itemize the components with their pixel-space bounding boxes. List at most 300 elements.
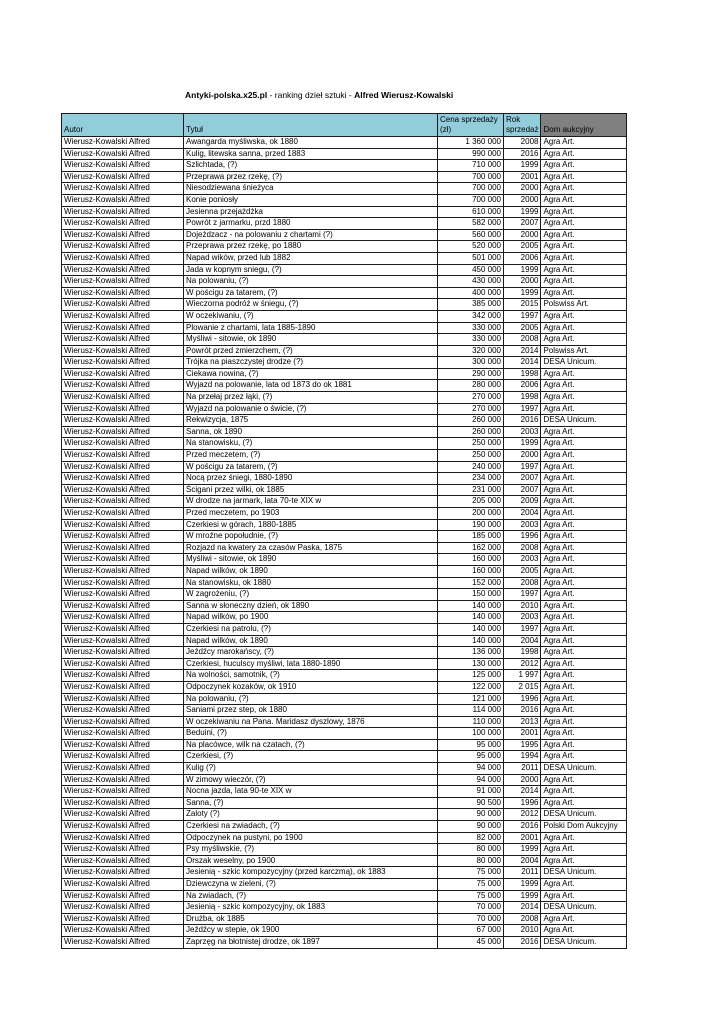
cell-tytul: W zagrożeniu, (?) (184, 589, 438, 601)
cell-autor: Wierusz-Kowalski Alfred (62, 542, 184, 554)
cell-dom: Agra Art. (541, 438, 627, 450)
cell-autor: Wierusz-Kowalski Alfred (62, 473, 184, 485)
cell-dom: Agra Art. (541, 160, 627, 172)
cell-tytul: Sanna, ok 1890 (184, 426, 438, 438)
cell-dom: Agra Art. (541, 925, 627, 937)
table-row (62, 264, 627, 276)
table-row (62, 913, 627, 925)
header-dom: Dom aukcyjny (541, 114, 627, 137)
cell-cena: 110 000 (438, 716, 504, 728)
cell-dom: Agra Art. (541, 426, 627, 438)
cell-rok: 2008 (504, 137, 541, 149)
cell-autor: Wierusz-Kowalski Alfred (62, 438, 184, 450)
cell-cena: 90 000 (438, 809, 504, 821)
table-row (62, 693, 627, 705)
cell-dom: Agra Art. (541, 264, 627, 276)
cell-dom: DESA Unicum. (541, 936, 627, 948)
header-cena: Cena sprzedaży (zł) (438, 114, 504, 137)
cell-cena: 430 000 (438, 276, 504, 288)
table-row (62, 415, 627, 427)
cell-rok: 2014 (504, 786, 541, 798)
cell-dom: Agra Art. (541, 194, 627, 206)
cell-cena: 122 000 (438, 681, 504, 693)
table-body (62, 137, 627, 949)
cell-dom: Agra Art. (541, 635, 627, 647)
cell-rok: 1997 (504, 623, 541, 635)
cell-tytul: Awangarda myśliwska, ok 1880 (184, 137, 438, 149)
table-row (62, 658, 627, 670)
cell-autor: Wierusz-Kowalski Alfred (62, 925, 184, 937)
cell-autor: Wierusz-Kowalski Alfred (62, 194, 184, 206)
cell-dom: Agra Art. (541, 322, 627, 334)
cell-rok: 1997 (504, 461, 541, 473)
cell-tytul: Jesienią - szkic kompozycyjny, ok 1883 (184, 902, 438, 914)
cell-tytul: Sanna w słoneczny dzień, ok 1890 (184, 600, 438, 612)
table-row (62, 925, 627, 937)
table-row (62, 183, 627, 195)
cell-autor: Wierusz-Kowalski Alfred (62, 380, 184, 392)
cell-autor: Wierusz-Kowalski Alfred (62, 600, 184, 612)
cell-autor: Wierusz-Kowalski Alfred (62, 670, 184, 682)
cell-dom: DESA Unicum. (541, 902, 627, 914)
header-row (62, 114, 627, 137)
table-row (62, 403, 627, 415)
cell-autor: Wierusz-Kowalski Alfred (62, 728, 184, 740)
cell-tytul: Myśliwi - sitowie, ok 1890 (184, 334, 438, 346)
cell-cena: 150 000 (438, 589, 504, 601)
table-row (62, 670, 627, 682)
table-row (62, 635, 627, 647)
cell-autor: Wierusz-Kowalski Alfred (62, 450, 184, 462)
cell-autor: Wierusz-Kowalski Alfred (62, 252, 184, 264)
cell-rok: 1998 (504, 368, 541, 380)
cell-autor: Wierusz-Kowalski Alfred (62, 577, 184, 589)
table-row (62, 496, 627, 508)
cell-autor: Wierusz-Kowalski Alfred (62, 774, 184, 786)
cell-autor: Wierusz-Kowalski Alfred (62, 693, 184, 705)
cell-autor: Wierusz-Kowalski Alfred (62, 345, 184, 357)
cell-cena: 450 000 (438, 264, 504, 276)
cell-cena: 385 000 (438, 299, 504, 311)
cell-dom: Agra Art. (541, 855, 627, 867)
cell-rok: 2016 (504, 148, 541, 160)
cell-tytul: Nocą przez śniegi, 1880-1890 (184, 473, 438, 485)
table-row (62, 218, 627, 230)
cell-autor: Wierusz-Kowalski Alfred (62, 902, 184, 914)
cell-dom: Agra Art. (541, 693, 627, 705)
cell-tytul: W oczekiwaniu na Pana. Maridasz dyszlowy, 1876 (184, 716, 438, 728)
cell-autor: Wierusz-Kowalski Alfred (62, 484, 184, 496)
cell-dom: DESA Unicum. (541, 809, 627, 821)
cell-tytul: Zaloty (?) (184, 809, 438, 821)
cell-autor: Wierusz-Kowalski Alfred (62, 554, 184, 566)
cell-dom: Agra Art. (541, 508, 627, 520)
cell-rok: 2003 (504, 519, 541, 531)
cell-autor: Wierusz-Kowalski Alfred (62, 403, 184, 415)
cell-rok: 2003 (504, 426, 541, 438)
cell-dom: Agra Art. (541, 137, 627, 149)
cell-autor: Wierusz-Kowalski Alfred (62, 786, 184, 798)
cell-cena: 140 000 (438, 635, 504, 647)
cell-tytul: Sanna, (?) (184, 797, 438, 809)
cell-tytul: Na zwiadach, (?) (184, 890, 438, 902)
cell-rok: 2013 (504, 716, 541, 728)
cell-cena: 160 000 (438, 554, 504, 566)
cell-cena: 700 000 (438, 183, 504, 195)
cell-cena: 75 000 (438, 890, 504, 902)
cell-dom: Agra Art. (541, 148, 627, 160)
cell-cena: 152 000 (438, 577, 504, 589)
cell-autor: Wierusz-Kowalski Alfred (62, 821, 184, 833)
cell-rok: 1998 (504, 647, 541, 659)
table-row (62, 844, 627, 856)
table-row (62, 241, 627, 253)
cell-rok: 2016 (504, 415, 541, 427)
cell-tytul: Czerkiesi w górach, 1880-1885 (184, 519, 438, 531)
cell-autor: Wierusz-Kowalski Alfred (62, 461, 184, 473)
table-row (62, 287, 627, 299)
cell-rok: 2000 (504, 450, 541, 462)
table-row (62, 229, 627, 241)
cell-rok: 2006 (504, 252, 541, 264)
cell-autor: Wierusz-Kowalski Alfred (62, 496, 184, 508)
cell-autor: Wierusz-Kowalski Alfred (62, 589, 184, 601)
cell-dom: DESA Unicum. (541, 357, 627, 369)
cell-dom: Agra Art. (541, 310, 627, 322)
cell-dom: Polswiss Art. (541, 299, 627, 311)
cell-rok: 2010 (504, 925, 541, 937)
cell-cena: 240 000 (438, 461, 504, 473)
table-row (62, 879, 627, 891)
cell-cena: 520 000 (438, 241, 504, 253)
cell-tytul: Dziewczyna w zieleni, (?) (184, 879, 438, 891)
table-row (62, 194, 627, 206)
cell-rok: 1999 (504, 879, 541, 891)
table-row (62, 936, 627, 948)
cell-cena: 610 000 (438, 206, 504, 218)
cell-autor: Wierusz-Kowalski Alfred (62, 334, 184, 346)
cell-rok: 1997 (504, 589, 541, 601)
cell-cena: 260 000 (438, 426, 504, 438)
cell-rok: 2003 (504, 554, 541, 566)
cell-dom: DESA Unicum. (541, 415, 627, 427)
cell-cena: 90 000 (438, 821, 504, 833)
cell-autor: Wierusz-Kowalski Alfred (62, 160, 184, 172)
cell-cena: 114 000 (438, 705, 504, 717)
cell-cena: 80 000 (438, 855, 504, 867)
cell-rok: 2001 (504, 171, 541, 183)
cell-tytul: Czerkiesi, huculscy myśliwi, lata 1880-1890 (184, 658, 438, 670)
cell-dom: Agra Art. (541, 403, 627, 415)
cell-cena: 280 000 (438, 380, 504, 392)
cell-rok: 2000 (504, 774, 541, 786)
cell-cena: 300 000 (438, 357, 504, 369)
cell-dom: Agra Art. (541, 600, 627, 612)
cell-cena: 75 000 (438, 879, 504, 891)
cell-dom: Agra Art. (541, 392, 627, 404)
table-row (62, 322, 627, 334)
cell-autor: Wierusz-Kowalski Alfred (62, 148, 184, 160)
cell-tytul: Wyjazd na polowanie, lata od 1873 do ok 1881 (184, 380, 438, 392)
cell-dom: Agra Art. (541, 241, 627, 253)
cell-rok: 2005 (504, 322, 541, 334)
header-autor: Autor (62, 114, 184, 137)
cell-tytul: Na placówce, wilk na czatach, (?) (184, 739, 438, 751)
cell-rok: 2005 (504, 241, 541, 253)
table-row (62, 206, 627, 218)
table-row (62, 171, 627, 183)
cell-rok: 2011 (504, 867, 541, 879)
cell-autor: Wierusz-Kowalski Alfred (62, 844, 184, 856)
cell-autor: Wierusz-Kowalski Alfred (62, 855, 184, 867)
cell-rok: 1997 (504, 403, 541, 415)
cell-tytul: Trójka na piaszczystej drodze (?) (184, 357, 438, 369)
cell-tytul: Myśliwi - sitowie, ok 1890 (184, 554, 438, 566)
table-row (62, 832, 627, 844)
artist-name: Alfred Wierusz-Kowalski (354, 90, 454, 100)
cell-rok: 1999 (504, 206, 541, 218)
cell-dom: Agra Art. (541, 171, 627, 183)
cell-rok: 1998 (504, 392, 541, 404)
cell-rok: 1999 (504, 844, 541, 856)
cell-tytul: Przed meczetem, (?) (184, 450, 438, 462)
cell-tytul: Orszak weselny, po 1900 (184, 855, 438, 867)
cell-rok: 2006 (504, 380, 541, 392)
table-row (62, 461, 627, 473)
cell-cena: 94 000 (438, 774, 504, 786)
cell-autor: Wierusz-Kowalski Alfred (62, 832, 184, 844)
cell-dom: Agra Art. (541, 496, 627, 508)
cell-cena: 250 000 (438, 450, 504, 462)
cell-cena: 330 000 (438, 322, 504, 334)
cell-autor: Wierusz-Kowalski Alfred (62, 867, 184, 879)
cell-dom: Agra Art. (541, 380, 627, 392)
cell-autor: Wierusz-Kowalski Alfred (62, 623, 184, 635)
cell-dom: Agra Art. (541, 716, 627, 728)
cell-autor: Wierusz-Kowalski Alfred (62, 368, 184, 380)
cell-rok: 2000 (504, 183, 541, 195)
cell-dom: Agra Art. (541, 890, 627, 902)
cell-cena: 130 000 (438, 658, 504, 670)
cell-dom: Agra Art. (541, 531, 627, 543)
cell-tytul: Rozjazd na kwatery za czasów Paska, 1875 (184, 542, 438, 554)
table-row (62, 786, 627, 798)
cell-cena: 136 000 (438, 647, 504, 659)
cell-tytul: Na polowaniu, (?) (184, 693, 438, 705)
table-row (62, 484, 627, 496)
cell-cena: 400 000 (438, 287, 504, 299)
cell-rok: 2001 (504, 728, 541, 740)
table-row (62, 531, 627, 543)
cell-autor: Wierusz-Kowalski Alfred (62, 705, 184, 717)
cell-rok: 1996 (504, 531, 541, 543)
cell-rok: 2005 (504, 565, 541, 577)
cell-autor: Wierusz-Kowalski Alfred (62, 229, 184, 241)
cell-rok: 2016 (504, 705, 541, 717)
cell-dom: Agra Art. (541, 774, 627, 786)
cell-rok: 2012 (504, 658, 541, 670)
cell-rok: 2008 (504, 542, 541, 554)
cell-cena: 70 000 (438, 902, 504, 914)
cell-dom: Agra Art. (541, 218, 627, 230)
cell-autor: Wierusz-Kowalski Alfred (62, 299, 184, 311)
cell-rok: 2009 (504, 496, 541, 508)
cell-cena: 330 000 (438, 334, 504, 346)
cell-rok: 2 015 (504, 681, 541, 693)
table-row (62, 508, 627, 520)
header-tytul: Tytuł (184, 114, 438, 137)
table-row (62, 542, 627, 554)
cell-tytul: W pościgu za tatarem, (?) (184, 461, 438, 473)
cell-cena: 290 000 (438, 368, 504, 380)
cell-dom: Agra Art. (541, 670, 627, 682)
cell-autor: Wierusz-Kowalski Alfred (62, 171, 184, 183)
cell-cena: 95 000 (438, 739, 504, 751)
cell-cena: 162 000 (438, 542, 504, 554)
table-row (62, 137, 627, 149)
cell-dom: Agra Art. (541, 461, 627, 473)
cell-cena: 710 000 (438, 160, 504, 172)
cell-autor: Wierusz-Kowalski Alfred (62, 531, 184, 543)
cell-cena: 260 000 (438, 415, 504, 427)
table-row (62, 380, 627, 392)
cell-cena: 250 000 (438, 438, 504, 450)
table-row (62, 299, 627, 311)
table-row (62, 681, 627, 693)
cell-dom: Agra Art. (541, 728, 627, 740)
cell-tytul: Powrót z jarmarku, przd 1880 (184, 218, 438, 230)
cell-autor: Wierusz-Kowalski Alfred (62, 936, 184, 948)
cell-tytul: Ciekawa nowina, (?) (184, 368, 438, 380)
table-row (62, 252, 627, 264)
cell-tytul: Ścigani przez wilki, ok 1885 (184, 484, 438, 496)
cell-cena: 82 000 (438, 832, 504, 844)
cell-tytul: Przed meczetem, po 1903 (184, 508, 438, 520)
table-row (62, 821, 627, 833)
cell-dom: Agra Art. (541, 287, 627, 299)
cell-tytul: Jesienna przejażdżka (184, 206, 438, 218)
cell-tytul: W zimowy wieczór, (?) (184, 774, 438, 786)
table-row (62, 890, 627, 902)
cell-tytul: Odpoczynek na pustyni, po 1900 (184, 832, 438, 844)
cell-rok: 2000 (504, 229, 541, 241)
cell-tytul: W drodze na jarmark, lata 70-te XIX w (184, 496, 438, 508)
cell-cena: 234 000 (438, 473, 504, 485)
cell-dom: Agra Art. (541, 334, 627, 346)
cell-rok: 2008 (504, 913, 541, 925)
cell-tytul: Przeprawa przez rzekę, po 1880 (184, 241, 438, 253)
cell-rok: 2004 (504, 508, 541, 520)
cell-dom: Agra Art. (541, 623, 627, 635)
cell-dom: DESA Unicum. (541, 867, 627, 879)
cell-dom: Agra Art. (541, 786, 627, 798)
cell-tytul: Powrót przed zmierzchem, (?) (184, 345, 438, 357)
cell-cena: 231 000 (438, 484, 504, 496)
table-row (62, 426, 627, 438)
cell-tytul: Czerkiesi na patrolu, (?) (184, 623, 438, 635)
cell-dom: Agra Art. (541, 879, 627, 891)
cell-autor: Wierusz-Kowalski Alfred (62, 751, 184, 763)
cell-cena: 100 000 (438, 728, 504, 740)
cell-cena: 270 000 (438, 403, 504, 415)
page-title (185, 90, 453, 100)
table-row (62, 368, 627, 380)
cell-tytul: Niesodziewana śnieżyca (184, 183, 438, 195)
table-row (62, 276, 627, 288)
cell-rok: 1 997 (504, 670, 541, 682)
cell-cena: 95 000 (438, 751, 504, 763)
cell-autor: Wierusz-Kowalski Alfred (62, 739, 184, 751)
cell-rok: 1996 (504, 693, 541, 705)
cell-dom: Agra Art. (541, 183, 627, 195)
cell-cena: 342 000 (438, 310, 504, 322)
cell-dom: Agra Art. (541, 484, 627, 496)
cell-tytul: Beduini, (?) (184, 728, 438, 740)
cell-rok: 2000 (504, 194, 541, 206)
cell-tytul: Na stanowisku, ok 1880 (184, 577, 438, 589)
table-row (62, 623, 627, 635)
cell-autor: Wierusz-Kowalski Alfred (62, 241, 184, 253)
cell-dom: Agra Art. (541, 206, 627, 218)
cell-dom: Agra Art. (541, 751, 627, 763)
cell-rok: 1999 (504, 890, 541, 902)
cell-autor: Wierusz-Kowalski Alfred (62, 310, 184, 322)
ranking-table (61, 113, 627, 949)
table-row (62, 345, 627, 357)
cell-dom: Agra Art. (541, 612, 627, 624)
cell-tytul: Dojeżdzacz - na polowaniu z chartami (?) (184, 229, 438, 241)
cell-dom: Agra Art. (541, 450, 627, 462)
table-row (62, 392, 627, 404)
cell-rok: 2008 (504, 334, 541, 346)
cell-rok: 2015 (504, 299, 541, 311)
cell-rok: 1999 (504, 160, 541, 172)
cell-autor: Wierusz-Kowalski Alfred (62, 287, 184, 299)
cell-tytul: Czerkiesi na zwiadach, (?) (184, 821, 438, 833)
cell-cena: 160 000 (438, 565, 504, 577)
cell-autor: Wierusz-Kowalski Alfred (62, 276, 184, 288)
table-row (62, 809, 627, 821)
table-row (62, 716, 627, 728)
table-row (62, 148, 627, 160)
table-row (62, 902, 627, 914)
cell-tytul: Napad wilków, ok 1890 (184, 635, 438, 647)
cell-autor: Wierusz-Kowalski Alfred (62, 797, 184, 809)
cell-cena: 700 000 (438, 194, 504, 206)
cell-tytul: Konie poniosły (184, 194, 438, 206)
cell-dom: Agra Art. (541, 705, 627, 717)
cell-rok: 2003 (504, 612, 541, 624)
table-row (62, 867, 627, 879)
cell-autor: Wierusz-Kowalski Alfred (62, 137, 184, 149)
cell-dom: Agra Art. (541, 565, 627, 577)
cell-rok: 2004 (504, 635, 541, 647)
cell-tytul: Wyjazd na polowanie o świcie, (?) (184, 403, 438, 415)
cell-rok: 2008 (504, 577, 541, 589)
table-row (62, 577, 627, 589)
cell-autor: Wierusz-Kowalski Alfred (62, 508, 184, 520)
cell-cena: 560 000 (438, 229, 504, 241)
table-row (62, 739, 627, 751)
cell-cena: 501 000 (438, 252, 504, 264)
cell-rok: 2014 (504, 357, 541, 369)
table-row (62, 310, 627, 322)
cell-cena: 125 000 (438, 670, 504, 682)
cell-autor: Wierusz-Kowalski Alfred (62, 357, 184, 369)
cell-dom: Agra Art. (541, 577, 627, 589)
cell-cena: 140 000 (438, 623, 504, 635)
cell-autor: Wierusz-Kowalski Alfred (62, 183, 184, 195)
